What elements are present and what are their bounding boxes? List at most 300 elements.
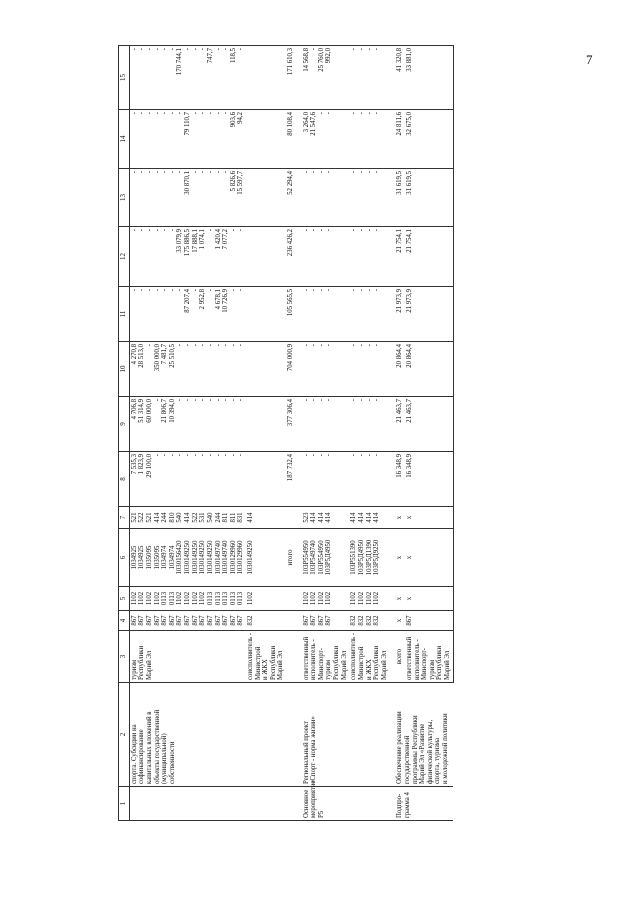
cell-line: 867 [229,615,237,626]
cell-line: - [176,112,184,115]
cell-line: - [302,399,310,402]
cell-line: - [365,112,373,115]
cell-line: ответственный [302,636,310,680]
cell-line: и ЖКХ [262,659,270,680]
cell-line: - [138,229,146,232]
cell-line: 0113 [237,591,245,606]
cell-line: 414 [373,512,381,523]
cell-line: Марий Эл [146,650,154,680]
cell-line: - [191,344,199,347]
header-col-2: 2 [119,683,130,787]
cell-line: 1030156420 [176,540,184,575]
cell-line: - [222,399,230,402]
cell-line: - [365,229,373,232]
coexec-label [349,631,389,683]
cell-line: 811 [229,512,237,523]
cell-line: - [222,171,230,174]
cell-line: 867 [153,615,161,626]
cell-line: мероприятие [310,780,318,818]
cell-line: 867 [302,615,310,626]
cell-line: 1030149740 [214,540,222,575]
cell-line: 1102 [199,591,207,606]
header-col-4: 4 [119,611,130,631]
value-cell: 21 463,7 [405,397,453,452]
cell-line: - [184,454,192,457]
header-col-14: 14 [119,110,130,169]
cell-line: спорта. Субсидии на [130,724,138,784]
amounts-col13 [129,169,246,227]
cell-line: 1 420,4 [214,229,222,250]
cell-line: 1102 [365,591,373,606]
cell-line: капитальных вложений в [146,711,154,784]
cell-line: 810 [168,512,176,523]
cell-line: - [222,454,230,457]
cell-line: - [168,112,176,115]
cell-line: - [161,171,169,174]
cell-line: и ЖКХ [365,659,373,680]
cell-line: - [302,454,310,457]
cell-line: 1035095 [153,545,161,570]
cell-line: туризм [130,659,138,680]
cell-line: - [138,112,146,115]
cell-line: - [191,112,199,115]
cell-line: - [206,399,214,402]
cell-line: 7 535,3 [130,454,138,475]
cell-line: - [176,399,184,402]
event-title [302,683,350,787]
cell-line: 1102 [130,591,138,606]
subprogram-resp-label [405,631,453,683]
value-cell: 21 463,7 [395,397,405,452]
cell-line: - [153,229,161,232]
cell-line: - [317,229,325,232]
cell-line: соисполнитель - [246,632,254,680]
amounts-col10 [129,342,246,397]
cell-line: 103Р549740 [310,540,318,575]
cell-line: 414 [310,512,318,523]
cell-line: - [325,454,333,457]
cell-line: программы Республики [411,715,419,784]
cell-line: - [161,289,169,292]
cell-line: - [229,454,237,457]
event-grbs [302,611,350,631]
cell-line: 30 870,1 [184,171,192,195]
cell-line: 244 [214,512,222,523]
cell-line: 1102 [191,591,199,606]
cell-line: - [153,171,161,174]
cell-line: Минспорт- [317,648,325,680]
cell-line: - [373,399,381,402]
event-executor [302,631,350,683]
value-cell: 80 108,4 [286,110,296,169]
cell-line: Марий Эл [380,650,388,680]
value-cell: 21 973,9 [395,287,405,342]
cell-line: 521 [130,512,138,523]
cell-line: 867 [317,615,325,626]
cell-line: - [153,454,161,457]
cell-line: - [153,289,161,292]
cell-line: 103Р5Д4950 [325,539,333,576]
cell-line: - [365,344,373,347]
cell-line: 4 270,8 [130,344,138,365]
cell-line: 103Р554950 [302,540,310,575]
cell-line: - [130,112,138,115]
cell-line: объекты государственной [153,709,161,784]
header-col-3: 3 [119,631,130,683]
cell-line: 867 [310,615,318,626]
cell-line: - [237,399,245,402]
cell-line: - [365,399,373,402]
cell-line: - [146,289,154,292]
cell-line: - [146,344,154,347]
cell-line: собственности [168,741,176,784]
cell-line: туризм [325,659,333,680]
cell-line: - [214,344,222,347]
event-col14 [302,110,350,169]
table-row [129,46,246,821]
cell-line: - [325,112,333,115]
cell-line: 1 823,9 [138,454,146,475]
cell-line: - [199,399,207,402]
cell-line: 1102 [184,591,192,606]
cell-line: - [130,171,138,174]
cell-line: - [146,229,154,232]
executor-cell [129,631,246,683]
cell-line: - [317,454,325,457]
cell-line: 103Р5Д9250 [373,539,381,576]
cell-line: - [130,48,138,51]
header-col-15: 15 [119,46,130,110]
cell-line: - [206,344,214,347]
cell-line: 522 [191,512,199,523]
value-cell: 16 348,9 [405,452,453,507]
section-code: 1102 [246,587,286,611]
cell-line: - [130,229,138,232]
cell-line: - [350,399,358,402]
cell-line: 1034925 [130,545,138,570]
cell-line: 414 [184,512,192,523]
cell-line: - [325,229,333,232]
cell-line: - [357,48,365,51]
value-cell: 52 294,4 [286,169,296,227]
cell-line: - [206,171,214,174]
header-col-8: 8 [119,452,130,507]
cell-line: - [350,112,358,115]
event-code [302,780,350,821]
subprogram-all-row: Подпро- грамма 4 Обеспечение реализации государственной программы Республики Марий Эл «Развитие физической культуры, спорта, туризма и молодежной политики всего x x x x 16 348,9 21 463,7 20 864,4 21 973,9 21 754,1 31 619,5 24 811,6 41 320,8 [395,46,405,821]
cell-line: 867 [191,615,199,626]
cell-line: 1102 [176,591,184,606]
cell-line: грамма 4 [403,792,411,818]
cell-line: - [317,344,325,347]
cell-line: - [199,112,207,115]
cell-line: 1102 [373,591,381,606]
cell-line: - [153,399,161,402]
value-cell: 31 619,5 [395,169,405,227]
amounts-col15 [129,46,246,110]
value-cell: 33 881,0 [405,46,453,110]
cell-line: - [138,289,146,292]
cell-line: - [373,344,381,347]
cell-line: 414 [357,512,365,523]
header-col-5: 5 [119,587,130,611]
cell-line: 350 000,0 [153,344,161,372]
cell-line: 1035095 [146,545,154,570]
cell-line: - [138,48,146,51]
cell-line: 867 [206,615,214,626]
cell-line: 103Р551390 [350,540,358,575]
event-col9 [302,397,350,452]
cell-line: - [310,229,318,232]
cell-line: 25 760,0 [317,48,325,72]
cell-line: 1034925 [138,545,146,570]
cell-line: 414 [153,512,161,523]
cell-line: 1102 [357,591,365,606]
cell-line: Марий Эл [277,650,285,680]
cell-line: 832 [350,615,358,626]
rotated-budget-table [118,46,530,821]
cell-line: - [191,171,199,174]
cell-line: 811 [222,512,230,523]
cell-line: 118,5 [229,48,237,64]
page-number: 7 [586,52,593,67]
cell-line: - [237,48,245,51]
cell-line: - [229,229,237,232]
cell-line: - [146,171,154,174]
value-cell: 24 811,6 [395,110,405,169]
cell-line: 51 314,9 [138,399,146,423]
cell-line: 747,7 [206,48,214,64]
header-col-12: 12 [119,227,130,287]
cell-line: - [229,289,237,292]
cell-line: физической культуры, [426,719,434,784]
event-col13 [302,169,350,227]
cell-line: - [373,171,381,174]
cell-line: 1030149250 [191,540,199,575]
cell-line: 10 726,9 [222,289,230,313]
cell-line: Основное [302,789,310,818]
coexec-target [349,529,389,587]
total-row [286,46,296,821]
amounts-col8 [129,452,246,507]
cell-line: - [310,399,318,402]
cell-line: 414 [350,512,358,523]
cell-line: 175 886,5 [184,229,192,257]
cell-line: Министрой [357,646,365,680]
cell-line: 414 [365,512,373,523]
cell-line: 1030129960 [229,540,237,575]
amounts-col11 [129,287,246,342]
cell-line: 103Р5Д4950 [357,539,365,576]
cell-line: - [350,48,358,51]
amounts-col14 [129,110,246,169]
cell-line: - [229,344,237,347]
cell-line: - [350,229,358,232]
cell-line: соисполнитель - [350,632,358,680]
event-col11 [302,287,350,342]
cell-line: 540 [176,512,184,523]
cell-line: - [191,399,199,402]
cell-line: 87 207,4 [184,289,192,313]
cell-line: - [184,48,192,51]
cell-line: 1102 [153,591,161,606]
cell-line: - [161,454,169,457]
cell-line: 832 [373,615,381,626]
cell-line: «Спорт - норма жизни» [310,716,318,784]
cell-line: - [350,454,358,457]
cell-line: Региональный проект [302,721,310,784]
cell-line: Республики [333,645,341,680]
cell-line: - [357,171,365,174]
cell-line: - [153,112,161,115]
cell-line: Р5 [317,810,325,818]
cell-line: - [176,171,184,174]
event-col8 [302,452,350,507]
cell-line: 14 568,8 [302,48,310,72]
cell-line: 0113 [168,591,176,606]
cell-line: 867 [161,615,169,626]
cell-line: 0113 [161,591,169,606]
cell-line: - [350,344,358,347]
cell-line: - [237,229,245,232]
measure-description [129,683,246,787]
cell-line: 540 [206,512,214,523]
cell-line: 522 [138,512,146,523]
cell-line: - [310,48,318,51]
cell-line: - [357,399,365,402]
cell-line: 244 [161,512,169,523]
cell-line: 1102 [350,591,358,606]
cell-line: - [302,344,310,347]
cell-line: 992,0 [325,48,333,64]
expense-code: 414 [246,507,286,529]
cell-line: 170 744,1 [176,48,184,76]
section-codes [129,587,246,611]
cell-line: - [214,399,222,402]
cell-line: - [350,289,358,292]
subprogram-code [395,787,453,821]
cell-line: - [206,289,214,292]
cell-line: 867 [222,615,230,626]
cell-line: - [130,289,138,292]
cell-line: - [310,344,318,347]
cell-line: 867 [176,615,184,626]
cell-line: - [357,344,365,347]
cell-line: 867 [130,615,138,626]
cell-line: 867 [184,615,192,626]
cell-line: - [146,48,154,51]
cell-line: 33 079,9 [176,229,184,253]
cell-line: - [373,454,381,457]
cell-line: 414 [325,512,333,523]
coexec-expense [349,507,389,529]
cell-line: 10 394,0 [168,399,176,423]
event-expense [302,507,350,529]
amounts-col12 [129,227,246,287]
cell-line: 1102 [310,591,318,606]
cell-line: Минспорт- [421,648,429,680]
cell-line: 1030149250 [184,540,192,575]
event-col10 [302,342,350,397]
cell-line: 0113 [214,591,222,606]
cell-line: - [317,289,325,292]
cell-line: 414 [317,512,325,523]
cell-line: 0113 [222,591,230,606]
cell-line: - [222,48,230,51]
cell-line: - [168,289,176,292]
cell-line: 103Р554950 [317,540,325,575]
cell-line: спорта, туризма [434,737,442,784]
cell-line: - [237,454,245,457]
cell-line: 867 [168,615,176,626]
cell-line: софинансирование [138,729,146,784]
cell-line: 832 [357,615,365,626]
cell-line: 867 [325,615,333,626]
cell-line: - [302,289,310,292]
header-col-10: 10 [119,342,130,397]
cell-line: 29 100,0 [146,454,154,478]
cell-line: - [310,289,318,292]
cell-line: - [317,171,325,174]
amounts-col9 [129,397,246,452]
cell-line: Республики [138,645,146,680]
cell-line: Марий Эл [443,650,451,680]
cell-line: 7 481,7 [161,344,169,365]
cell-line: - [365,454,373,457]
cell-line: 28 513,0 [138,344,146,368]
cell-line: 1030129960 [237,540,245,575]
cell-line: 1030149250 [199,540,207,575]
header-col-9: 9 [119,397,130,452]
cell-line: - [373,48,381,51]
cell-line: - [176,344,184,347]
cell-line: - [350,171,358,174]
cell-line: - [357,112,365,115]
value-cell: 31 619,5 [405,169,453,227]
cell-line: - [161,112,169,115]
cell-line: 1102 [146,591,154,606]
header-col-7: 7 [119,507,130,529]
value-cell: 20 864,4 [395,342,405,397]
cell-line: ответственный [405,636,413,680]
cell-line: 0113 [206,591,214,606]
cell-line: 94,2 [237,112,245,124]
target-code: 1030149250 [246,529,286,587]
cell-line: исполнитель - [310,639,318,680]
coexecutor-cell [246,631,286,683]
cell-line: - [317,399,325,402]
cell-line: государственной [403,735,411,784]
cell-line: 1102 [138,591,146,606]
cell-line: - [237,344,245,347]
cell-line: - [161,48,169,51]
value-cell: 20 864,4 [405,342,453,397]
cell-line: - [310,171,318,174]
header-col-13: 13 [119,169,130,227]
value-cell: 236 426,2 [286,227,296,287]
header-row [119,46,130,821]
cell-line: - [146,112,154,115]
cell-line: Республики [373,645,381,680]
cell-line: 1102 [317,591,325,606]
cell-line: - [176,289,184,292]
cell-line: 1102 [302,591,310,606]
cell-line: - [237,289,245,292]
cell-line: - [184,399,192,402]
cell-line: 832 [365,615,373,626]
cell-line: - [373,112,381,115]
cell-line: 867 [146,615,154,626]
